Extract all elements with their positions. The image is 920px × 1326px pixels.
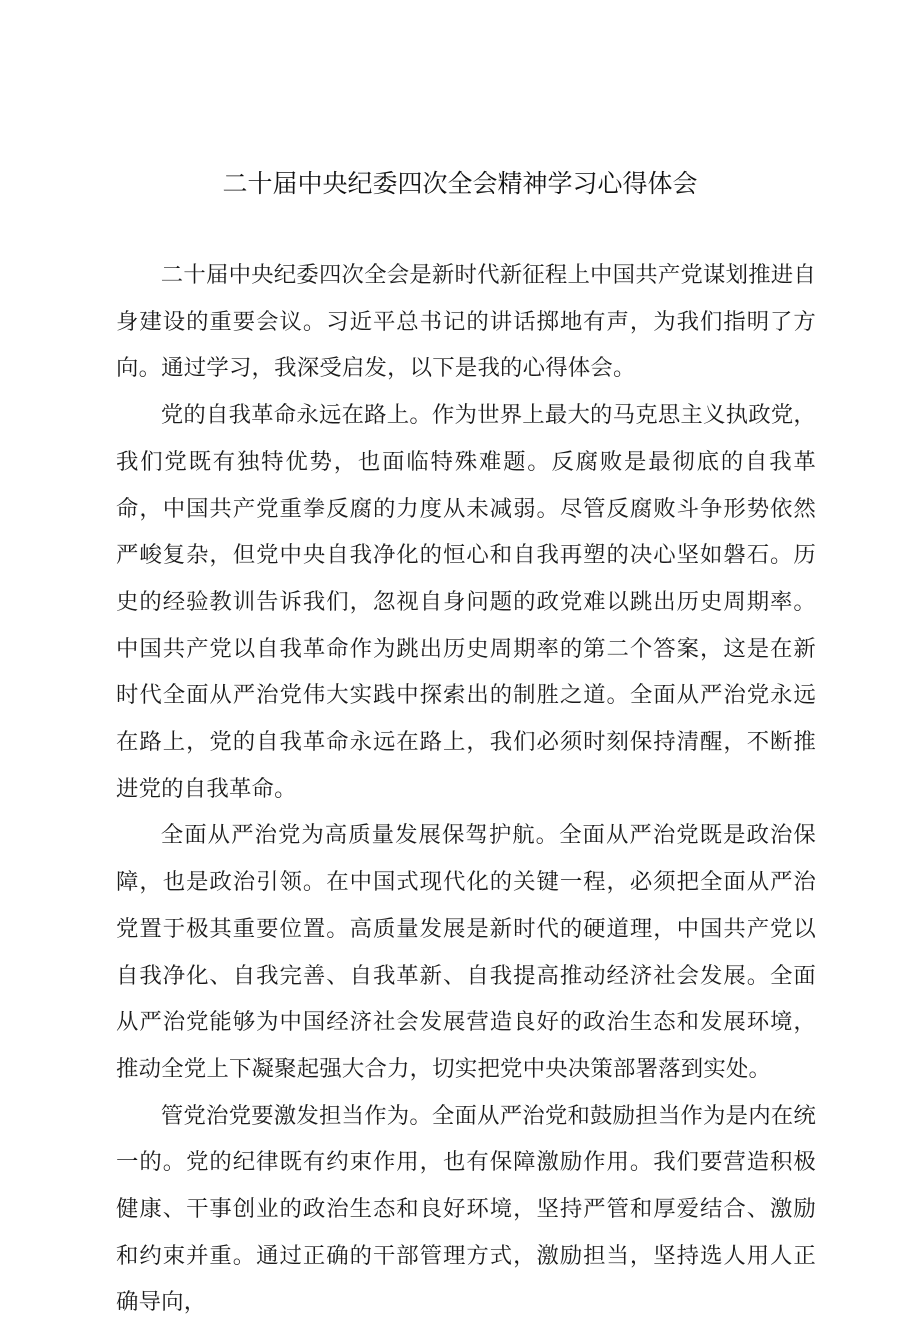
document-title: 二十届中央纪委四次全会精神学习心得体会: [222, 169, 698, 198]
document-body: [116, 252, 816, 1326]
paragraph-intro: 二十届中央纪委四次全会是新时代新征程上中国共产党谋划推进自身建设的重要会议。习近平总书记的讲话掷地有声，为我们指明了方向。通过学习，我深受启发，以下是我的心得体会。: [116, 262, 816, 382]
paragraph-self-revolution: 党的自我革命永远在路上。作为世界上最大的马克思主义执政党，我们党既有独特优势，也面临特殊难题。反腐败是最彻底的自我革命，中国共产党重拳反腐的力度从未减弱。尽管反腐败斗争形势依然严峻复杂，但党中央自我净化的恒心和自我再塑的决心坚如磐石。历史的经验教训告诉我们，忽视自身问题的政党难以跳出历史周期率。中国共产党以自我革命作为跳出历史周期率的第二个答案，这是在新时代全面从严治党伟大实践中探索出的制胜之道。全面从严治党永远在路上，党的自我革命永远在路上，我们必须时刻保持清醒，不断推进党的自我革命。: [116, 402, 816, 802]
paragraph-responsibility: 管党治党要激发担当作为。全面从严治党和鼓励担当作为是内在统一的。党的纪律既有约束作用，也有保障激励作用。我们要营造积极健康、干事创业的政治生态和良好环境，坚持严管和厚爱结合、激励和约束并重。通过正确的干部管理方式，激励担当，坚持选人用人正确导向，: [116, 1102, 816, 1316]
paragraph-high-quality-development: 全面从严治党为高质量发展保驾护航。全面从严治党既是政治保障，也是政治引领。在中国式现代化的关键一程，必须把全面从严治党置于极其重要位置。高质量发展是新时代的硬道理，中国共产党以自我净化、自我完善、自我革新、自我提高推动经济社会发展。全面从严治党能够为中国经济社会发展营造良好的政治生态和发展环境，推动全党上下凝聚起强大合力，切实把党中央决策部署落到实处。: [116, 822, 816, 1082]
